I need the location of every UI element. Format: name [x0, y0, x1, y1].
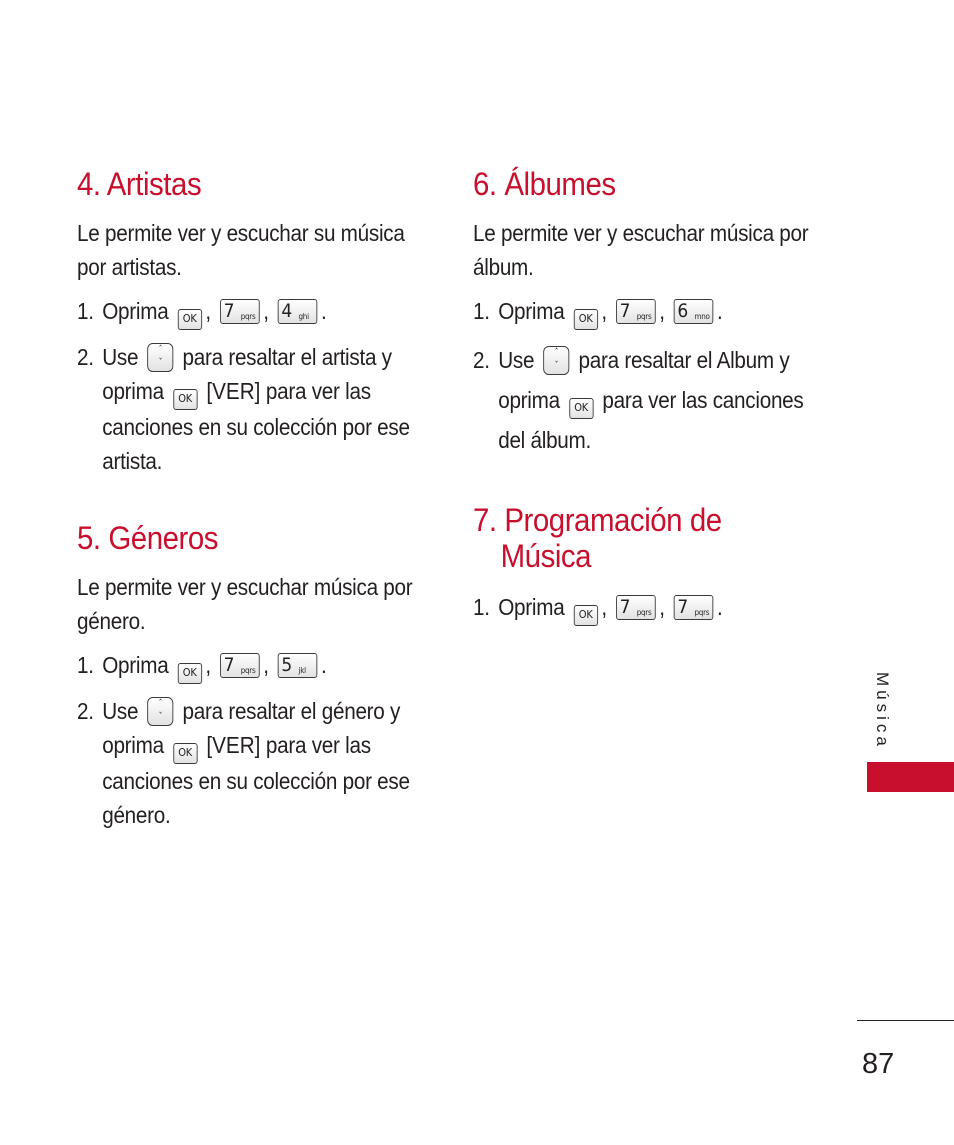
step-end: .: [716, 594, 723, 620]
step-text-a: para resaltar el Album y oprima: [498, 347, 790, 413]
key-digit: 7: [223, 654, 235, 676]
separator: ,: [601, 298, 607, 324]
section-tab-marker: [867, 762, 954, 792]
separator: ,: [263, 652, 269, 678]
key-7-icon: [616, 595, 656, 620]
step-number: 2.: [473, 347, 490, 373]
step-text: [102, 694, 426, 832]
ok-key-icon: OK: [173, 389, 197, 410]
ok-key-icon: OK: [178, 663, 202, 684]
key-7-icon: [616, 299, 656, 324]
step-text-b: para ver las canciones en su colección por ese género.: [102, 732, 410, 828]
step-lead: Oprima: [102, 298, 169, 324]
step-number: 1.: [473, 594, 490, 620]
nav-key-icon: [147, 343, 173, 372]
step-item: [77, 648, 427, 684]
section-body-albumes: [473, 216, 833, 460]
step-text: [498, 294, 832, 330]
nav-up-glyph: ˆ: [554, 348, 559, 358]
step-end: .: [320, 298, 327, 324]
step-number: 2.: [77, 344, 94, 370]
key-digit: 4: [281, 300, 292, 322]
key-letters: pqrs: [636, 312, 652, 321]
ok-key-icon: OK: [574, 605, 598, 626]
section-title-albumes: 6. Álbumes: [473, 166, 616, 202]
section-title-artistas: 4. Artistas: [77, 166, 202, 202]
step-text: [102, 294, 426, 330]
left-column: [77, 166, 427, 832]
step-text: [102, 340, 426, 478]
key-digit: 7: [619, 596, 631, 618]
right-column: [473, 166, 833, 626]
nav-down-glyph: ˇ: [158, 358, 163, 368]
section-body-artistas: [77, 216, 427, 478]
step-lead: Use: [102, 344, 139, 370]
key-digit: 6: [677, 300, 688, 322]
page-number: 87: [862, 1048, 895, 1080]
intro-text: Le permite ver y escuchar música por álbum.: [473, 220, 809, 280]
key-4-icon: [278, 299, 318, 324]
key-digit: 7: [677, 596, 688, 618]
ver-softkey-label: [VER]: [206, 732, 261, 758]
step-text-b: para ver las canciones en su colección por ese artista.: [102, 378, 410, 474]
nav-up-glyph: ˆ: [158, 345, 163, 355]
step-text: [498, 590, 832, 626]
key-letters: pqrs: [240, 312, 256, 321]
section-body-generos: [77, 570, 427, 832]
step-item: [473, 340, 833, 460]
step-text-b: para ver las canciones del álbum.: [498, 387, 804, 453]
step-lead: Use: [498, 347, 535, 373]
key-5-icon: [278, 653, 318, 678]
step-end: .: [320, 652, 327, 678]
step-lead: Oprima: [498, 298, 565, 324]
key-digit: 7: [619, 300, 631, 322]
section-title-generos: 5. Géneros: [77, 520, 219, 556]
step-lead: Use: [102, 698, 139, 724]
key-letters: jkl: [298, 666, 306, 675]
ok-key-icon: OK: [178, 309, 202, 330]
key-7-icon: [220, 299, 260, 324]
nav-down-glyph: ˇ: [554, 361, 559, 371]
separator: ,: [263, 298, 269, 324]
step-number: 1.: [77, 652, 94, 678]
step-item: [473, 294, 833, 330]
separator: ,: [659, 594, 665, 620]
ok-key-icon: OK: [173, 743, 197, 764]
nav-key-icon: [543, 346, 569, 375]
key-letters: mno: [694, 312, 710, 321]
step-item: [473, 590, 833, 626]
step-text: [498, 340, 832, 460]
key-digit: 7: [223, 300, 235, 322]
separator: ,: [601, 594, 607, 620]
intro-text: Le permite ver y escuchar música por género.: [77, 574, 413, 634]
step-end: .: [716, 298, 723, 324]
step-lead: Oprima: [102, 652, 169, 678]
step-number: 1.: [77, 298, 94, 324]
key-6-icon: [674, 299, 714, 324]
key-letters: pqrs: [636, 608, 652, 617]
key-letters: pqrs: [694, 608, 710, 617]
step-text: [102, 648, 426, 684]
step-item: [77, 294, 427, 330]
step-lead: Oprima: [498, 594, 565, 620]
section-tab-label: Música: [873, 672, 892, 750]
step-number: 2.: [77, 698, 94, 724]
step-item: [77, 694, 427, 832]
key-digit: 5: [281, 654, 292, 676]
step-number: 1.: [473, 298, 490, 324]
ok-key-icon: OK: [574, 309, 598, 330]
intro-text: Le permite ver y escuchar su música por artistas.: [77, 220, 405, 280]
key-7-icon: [674, 595, 714, 620]
key-letters: ghi: [298, 312, 309, 321]
separator: ,: [659, 298, 665, 324]
step-text-a: para resaltar el artista y oprima: [102, 344, 392, 404]
ok-key-icon: OK: [569, 398, 593, 419]
separator: ,: [205, 298, 211, 324]
key-letters: pqrs: [240, 666, 256, 675]
footer-divider: [857, 1020, 954, 1021]
step-text-a: para resaltar el género y oprima: [102, 698, 401, 758]
section-title-programacion: 7. Programación de Música: [473, 502, 722, 574]
nav-down-glyph: ˇ: [158, 712, 163, 722]
key-7-icon: [220, 653, 260, 678]
section-body-programacion: [473, 590, 833, 626]
ver-softkey-label: [VER]: [206, 378, 261, 404]
separator: ,: [205, 652, 211, 678]
nav-key-icon: [147, 697, 173, 726]
nav-up-glyph: ˆ: [158, 699, 163, 709]
step-item: [77, 340, 427, 478]
